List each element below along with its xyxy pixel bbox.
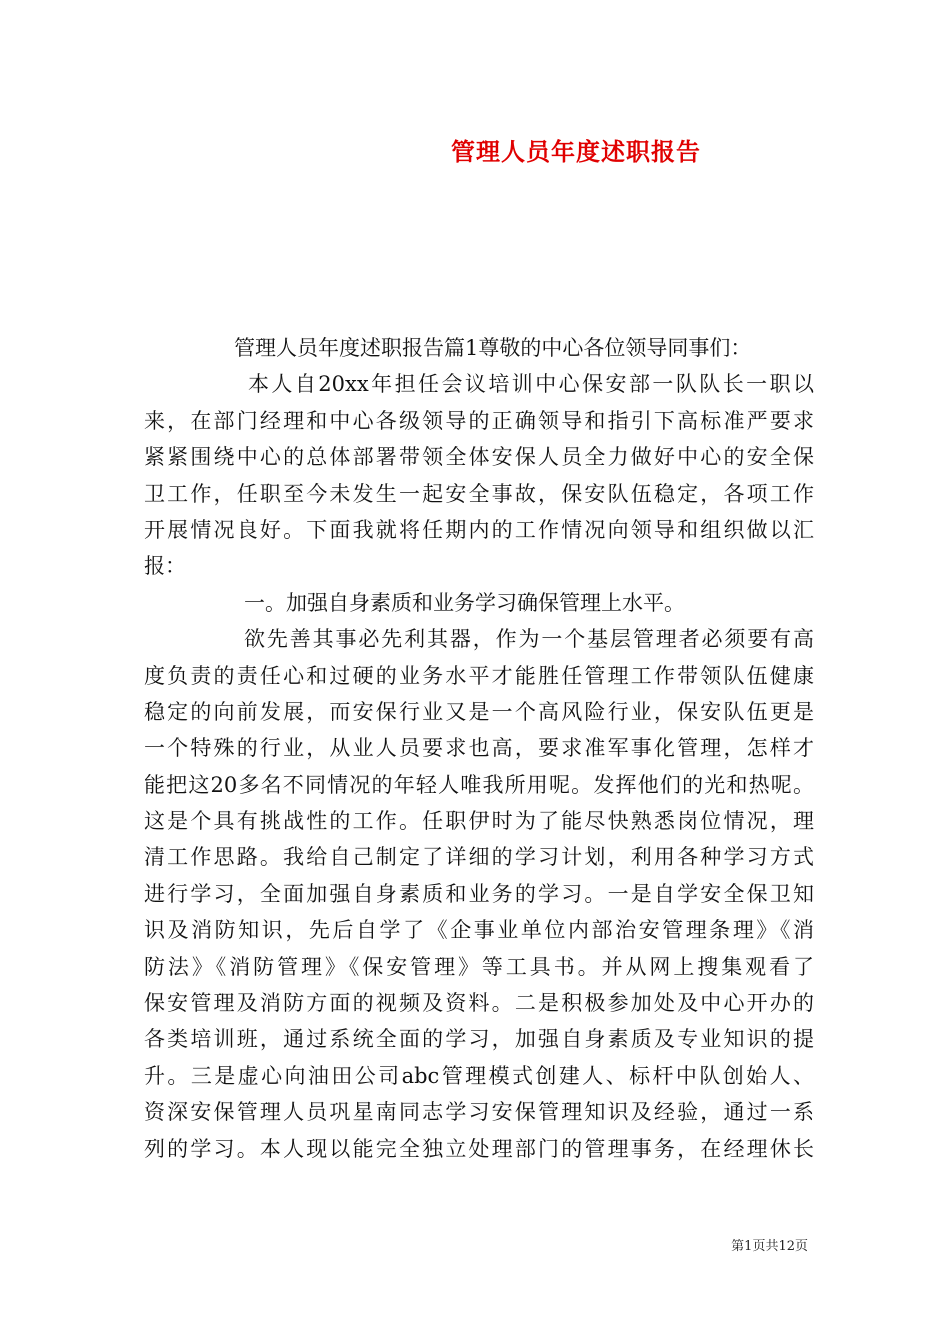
text-line: 欲先善其事必先利其器，作为一个基层管理者必须要有高 — [244, 627, 814, 652]
text-line: 能把这20多名不同情况的年轻人唯我所用呢。发挥他们的光和热呢。 — [144, 772, 814, 797]
document-title: 管理人员年度述职报告 — [451, 137, 701, 166]
text-line: 防法》《消防管理》《保安管理》等工具书。并从网上搜集观看了 — [144, 954, 814, 979]
text-line: 识及消防知识，先后自学了《企事业单位内部治安管理条理》《消 — [144, 918, 814, 943]
text-line: 各类培训班，通过系统全面的学习，加强自身素质及专业知识的提 — [144, 1027, 814, 1052]
text-line: 开展情况良好。下面我就将任期内的工作情况向领导和组织做以汇 — [144, 517, 814, 542]
text-line: 紧紧围绕中心的总体部署带领全体安保人员全力做好中心的安全保 — [144, 445, 814, 470]
text-line: 卫工作，任职至今未发生一起安全事故，保安队伍稳定，各项工作 — [144, 481, 814, 506]
text-line: 报： — [144, 554, 186, 579]
text-line: 一个特殊的行业，从业人员要求也高，要求准军事化管理，怎样才 — [144, 736, 814, 761]
text-line: 升。三是虚心向油田公司abc管理模式创建人、标杆中队创始人、 — [144, 1063, 814, 1088]
page-footer: 第1页共12页 — [731, 1239, 808, 1254]
text-line: 度负责的责任心和过硬的业务水平才能胜任管理工作带领队伍健康 — [144, 663, 814, 688]
text-line: 资深安保管理人员巩星南同志学习安保管理知识及经验，通过一系 — [144, 1100, 814, 1125]
text-line: 一。加强自身素质和业务学习确保管理上水平。 — [244, 590, 685, 615]
text-line: 这是个具有挑战性的工作。任职伊时为了能尽快熟悉岗位情况，理 — [144, 809, 814, 834]
text-line: 列的学习。本人现以能完全独立处理部门的管理事务，在经理休长 — [144, 1136, 814, 1161]
text-line: 来，在部门经理和中心各级领导的正确领导和指引下高标准严要求 — [144, 408, 814, 433]
text-line: 清工作思路。我给自己制定了详细的学习计划，利用各种学习方式 — [144, 845, 814, 870]
document-body — [144, 330, 814, 1167]
text-line: 稳定的向前发展，而安保行业又是一个高风险行业，保安队伍更是 — [144, 699, 814, 724]
text-line: 进行学习，全面加强自身素质和业务的学习。一是自学安全保卫知 — [144, 881, 814, 906]
text-line: 保安管理及消防方面的视频及资料。二是积极参加处及中心开办的 — [144, 991, 814, 1016]
text-line: 本人自20xx年担任会议培训中心保安部一队队长一职以 — [248, 372, 814, 397]
text-line: 管理人员年度述职报告篇1尊敬的中心各位领导同事们： — [234, 336, 752, 360]
